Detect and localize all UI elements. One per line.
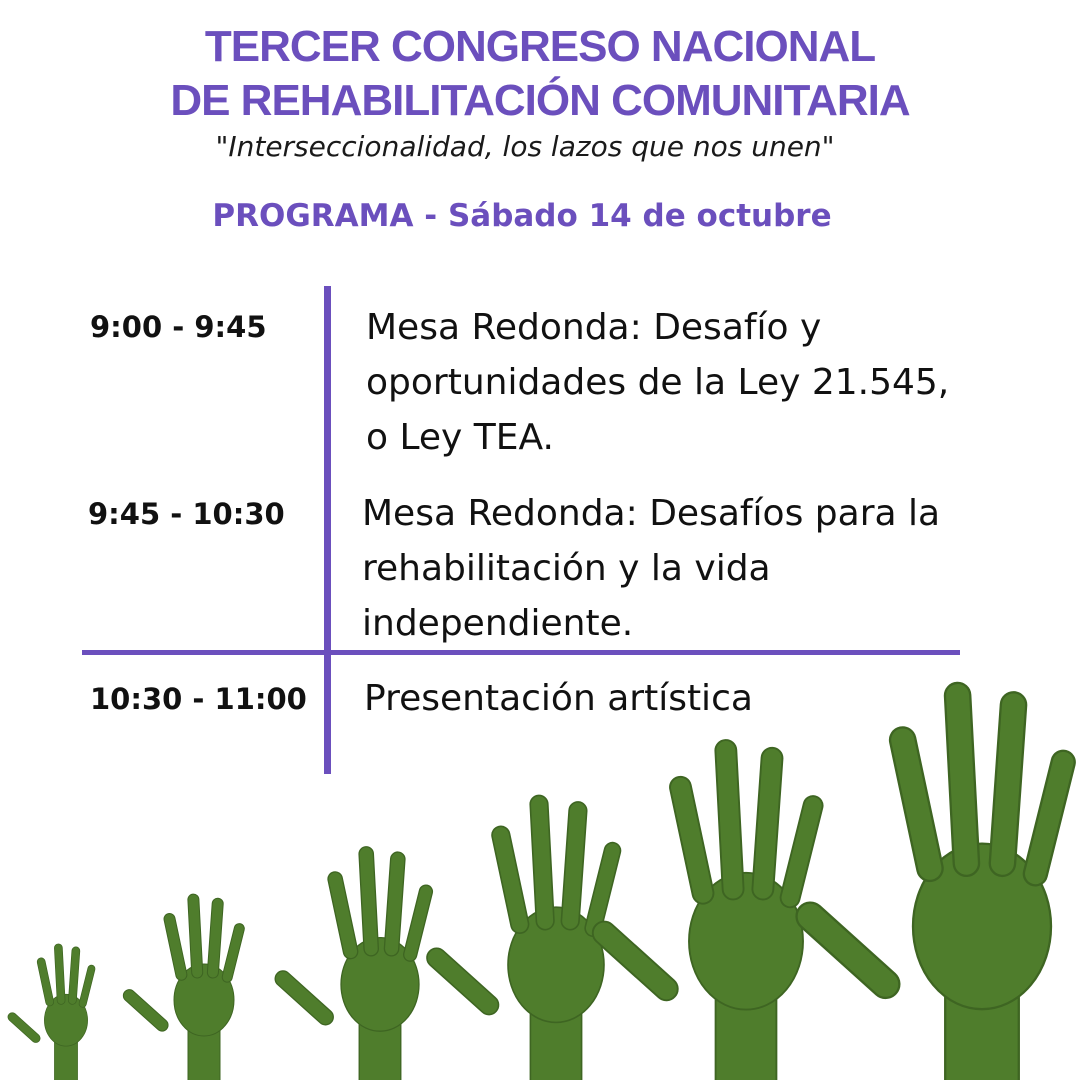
- schedule-description-2-line: rehabilitación y la vida: [362, 548, 771, 589]
- schedule-time-2: 9:45 - 10:30: [88, 497, 285, 531]
- subtitle: "Interseccionalidad, los lazos que nos unen": [215, 130, 835, 163]
- schedule-description-2-line: Mesa Redonda: Desafíos para la: [362, 493, 941, 534]
- schedule-description-3-line: Presentación artística: [364, 678, 753, 719]
- hand-icon: [791, 682, 1077, 1080]
- schedule-description-1-line: o Ley TEA.: [366, 417, 554, 458]
- program-heading: PROGRAMA - Sábado 14 de octubre: [212, 198, 832, 234]
- hand-icon: [588, 740, 825, 1080]
- hand-icon: [423, 795, 622, 1080]
- title-line-1: TERCER CONGRESO NACIONAL: [204, 22, 876, 71]
- hand-icon: [121, 894, 245, 1080]
- schedule-time-1: 9:00 - 9:45: [90, 310, 267, 344]
- schedule-time-3: 10:30 - 11:00: [90, 682, 307, 716]
- schedule-description-2-line: independiente.: [362, 603, 634, 644]
- hand-icon: [6, 944, 96, 1080]
- title-line-2: DE REHABILITACIÓN COMUNITARIA: [170, 76, 910, 125]
- hand-icon: [272, 846, 434, 1080]
- schedule-description-1-line: Mesa Redonda: Desafío y: [366, 307, 822, 348]
- schedule-description-1-line: oportunidades de la Ley 21.545,: [366, 362, 950, 403]
